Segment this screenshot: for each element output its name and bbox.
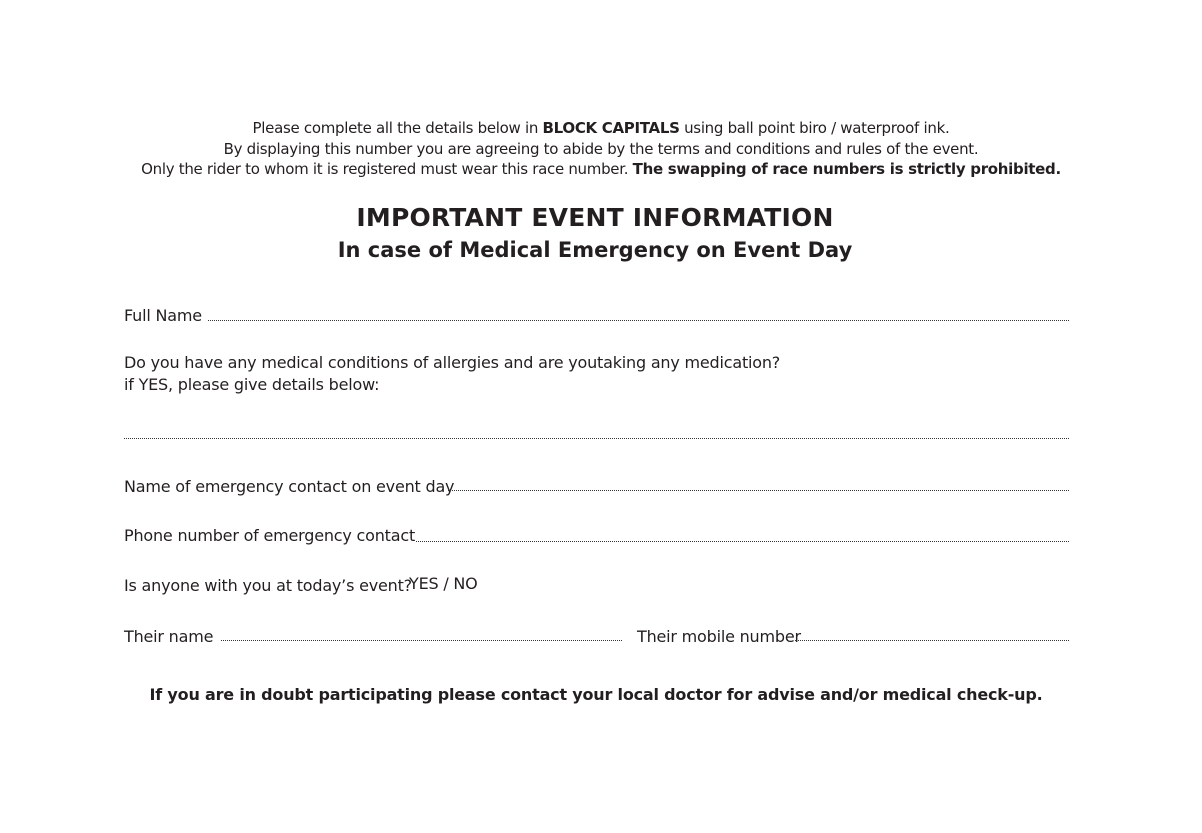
block-capitals-emphasis: BLOCK CAPITALS bbox=[542, 119, 680, 137]
full-name-field[interactable] bbox=[208, 320, 1069, 321]
their-mobile-field[interactable] bbox=[795, 640, 1069, 641]
instructions-line-2: By displaying this number you are agreeing to abide by the terms and conditions and rules of the event. bbox=[223, 139, 979, 158]
companion-question-label: Is anyone with you at today’s event? bbox=[124, 576, 412, 595]
instructions-line-1: Please complete all the details below in BLOCK CAPITALS using ball point biro / waterproof ink. bbox=[252, 119, 950, 137]
emergency-contact-label: Name of emergency contact on event day bbox=[124, 477, 455, 496]
swapping-prohibited-emphasis: The swapping of race numbers is strictly prohibited. bbox=[632, 160, 1061, 178]
their-name-field[interactable] bbox=[221, 640, 622, 641]
full-name-label: Full Name bbox=[124, 306, 202, 325]
emergency-phone-field[interactable] bbox=[416, 541, 1069, 542]
page-subtitle: In case of Medical Emergency on Event Day bbox=[337, 238, 853, 262]
instructions-line-3: Only the rider to whom it is registered must wear this race number. The swapping of race numbers is strictly prohibited. bbox=[141, 160, 1061, 178]
medical-details-prompt: if YES, please give details below: bbox=[124, 375, 380, 394]
medical-details-field[interactable] bbox=[124, 438, 1069, 439]
their-mobile-label: Their mobile number bbox=[637, 627, 801, 646]
page-title: IMPORTANT EVENT INFORMATION bbox=[356, 203, 834, 232]
emergency-contact-field[interactable] bbox=[448, 490, 1069, 491]
medical-question-label: Do you have any medical conditions of allergies and are youtaking any medication? bbox=[124, 353, 781, 372]
instructions-block bbox=[0, 118, 1202, 180]
their-name-label: Their name bbox=[124, 627, 214, 646]
medical-advice-note: If you are in doubt participating please contact your local doctor for advise and/or medical check-up. bbox=[149, 685, 1043, 704]
companion-yes-no-options[interactable]: YES / NO bbox=[409, 574, 478, 593]
emergency-phone-label: Phone number of emergency contact bbox=[124, 526, 416, 545]
